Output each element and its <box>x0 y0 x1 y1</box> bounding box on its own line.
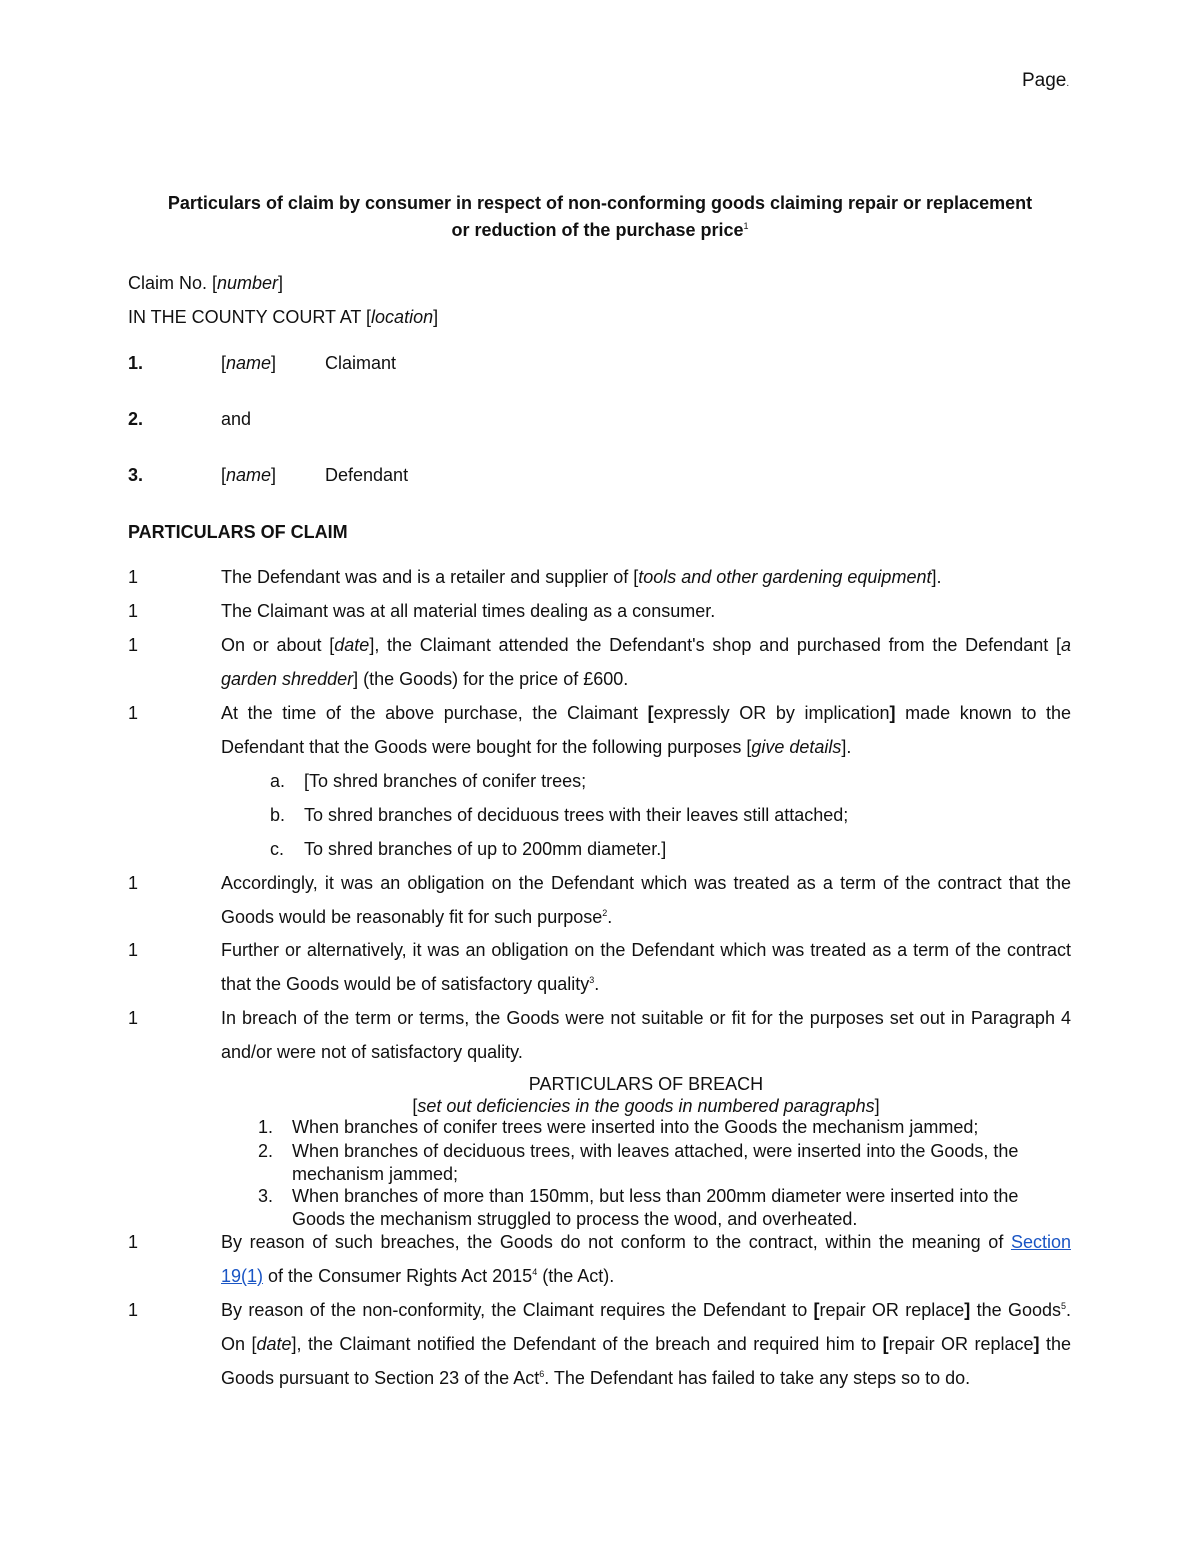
footnote-mark: 3 <box>589 975 595 985</box>
paragraph-8: By reason of such breaches, the Goods do not conform to the contract, within the meaning of Section 19(1) of the Consumer Rights Act 2015$^4$ (the Act). <box>221 1232 1071 1286</box>
breach-item: When branches of deciduous trees, with leaves attached, were inserted into the Goods, the mechanism jammed; <box>292 1141 1019 1184</box>
paragraph-number: 1 <box>128 1300 139 1320</box>
section-heading: PARTICULARS OF CLAIM <box>128 522 348 542</box>
party-conjunction: and <box>221 409 252 429</box>
breach-item: When branches of more than 150mm, but less than 200mm diameter were inserted into the Goods the mechanism struggled to process the wood, and overheated. <box>292 1186 1019 1229</box>
claimant-role: Claimant <box>325 353 397 373</box>
party-number: 2. <box>128 409 144 429</box>
paragraph-number: 1 <box>128 940 139 960</box>
paragraph-number: 1 <box>128 1008 139 1028</box>
breach-item: When branches of conifer trees were inserted into the Goods the mechanism jammed; <box>292 1117 979 1137</box>
claim-number-line: Claim No. [number] <box>128 273 284 293</box>
purpose-item: To shred branches of up to 200mm diameter.] <box>304 839 667 859</box>
paragraph-number: 1 <box>128 567 139 587</box>
purpose-item-label: b. <box>270 805 286 825</box>
paragraph-number: 1 <box>128 601 139 621</box>
section-19-link[interactable]: Section 19(1) <box>221 1232 1071 1286</box>
claimant-name: [name] <box>221 353 277 373</box>
court-line: IN THE COUNTY COURT AT [location] <box>128 307 439 327</box>
paragraph-number: 1 <box>128 703 139 723</box>
footnote-mark: 5 <box>1060 1301 1066 1311</box>
court-location-placeholder: location <box>371 307 434 327</box>
page-label: Page <box>1022 70 1067 91</box>
paragraph-3: On or about [date], the Claimant attended the Defendant's shop and purchased from the Defendant [a garden shredder] (the Goods) for the price of £600. <box>221 635 1071 689</box>
paragraph-number: 1 <box>128 635 139 655</box>
purpose-item: [To shred branches of conifer trees; <box>304 771 587 791</box>
purpose-item-label: a. <box>270 771 286 791</box>
claim-number-placeholder: number <box>217 273 279 293</box>
defendant-name: [name] <box>221 465 277 485</box>
breach-instruction: [set out deficiencies in the goods in numbered paragraphs] <box>412 1096 880 1116</box>
document-title <box>120 192 1080 242</box>
footnote-mark: 4 <box>532 1267 538 1277</box>
title-line-2: or reduction of the purchase price <box>451 220 744 240</box>
party-number: 1. <box>128 353 144 373</box>
title-footnote-mark: 1 <box>743 221 749 231</box>
footnote-mark: 6 <box>539 1369 545 1379</box>
page-number-placeholder: . <box>1066 78 1070 89</box>
paragraph-9: By reason of the non-conformity, the Claimant requires the Defendant to [repair OR replace] the Goods$^5$. On [date], the Claimant notified the Defendant of the breach and required him to [repair OR replace] the Goods pursuant to Section 23 of the Act$^6$. The Defendant has failed to take any steps so to do. <box>221 1300 1072 1388</box>
paragraph-7: In breach of the term or terms, the Goods were not suitable or fit for the purposes set out in Paragraph 4 and/or were not of satisfactory quality. <box>221 1008 1071 1062</box>
party-number: 3. <box>128 465 144 485</box>
paragraph-1: The Defendant was and is a retailer and supplier of [tools and other gardening equipment]. <box>221 567 942 587</box>
breach-heading: PARTICULARS OF BREACH <box>528 1074 764 1094</box>
breach-item-number: 2. <box>258 1141 274 1161</box>
defendant-role: Defendant <box>325 465 409 485</box>
paragraph-number: 1 <box>128 873 139 893</box>
breach-item-number: 3. <box>258 1186 274 1206</box>
paragraph-4: At the time of the above purchase, the Claimant [expressly OR by implication] made known to the Defendant that the Goods were bought for the following purposes [give details]. <box>221 703 1071 757</box>
paragraph-6: Further or alternatively, it was an obligation on the Defendant which was treated as a term of the contract that the Goods would be of satisfactory quality$^3$. <box>221 940 1071 994</box>
page-header <box>1022 70 1069 92</box>
title-line-1: Particulars of claim by consumer in respect of non-conforming goods claiming repair or replacement <box>167 193 1033 213</box>
footnote-mark: 2 <box>602 908 608 918</box>
paragraph-number: 1 <box>128 1232 139 1252</box>
purpose-item: To shred branches of deciduous trees with their leaves still attached; <box>304 805 849 825</box>
paragraph-5: Accordingly, it was an obligation on the Defendant which was treated as a term of the contract that the Goods would be reasonably fit for such purpose$^2$. <box>221 873 1071 927</box>
paragraph-2: The Claimant was at all material times dealing as a consumer. <box>221 601 716 621</box>
breach-item-number: 1. <box>258 1117 274 1137</box>
purpose-item-label: c. <box>270 839 285 859</box>
